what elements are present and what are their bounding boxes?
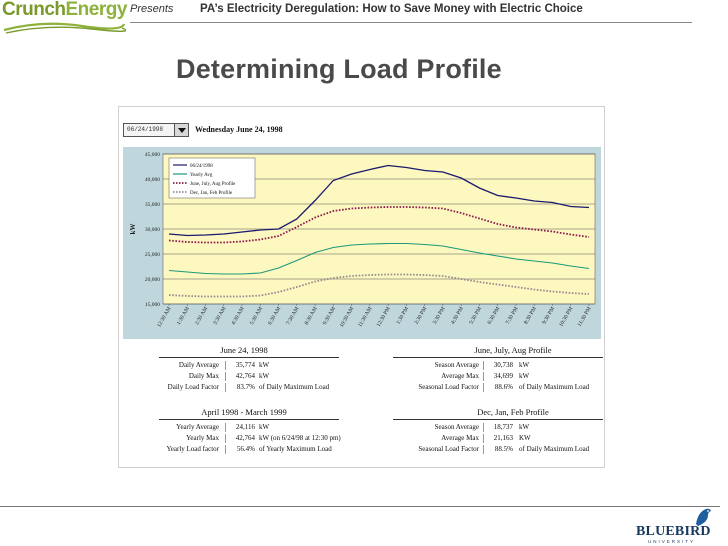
- stats-divider: [393, 357, 603, 358]
- x-tick-label: 1:30 AM: [175, 306, 191, 327]
- stat-cell-border: [483, 434, 484, 443]
- load-profile-screenshot: [118, 106, 605, 468]
- stat-cell-border: [225, 434, 226, 443]
- bluebird-logo: [636, 512, 726, 546]
- stats-panel: [119, 343, 605, 468]
- stat-unit: kW: [259, 372, 270, 380]
- stat-label: Season Average: [434, 423, 479, 431]
- x-tick-label: 6:30 PM: [486, 306, 502, 326]
- x-tick-label: 3:30 PM: [431, 306, 447, 326]
- stat-unit: of Daily Maximum Load: [519, 383, 590, 391]
- stat-label: Daily Load Factor: [167, 383, 219, 391]
- stat-cell-border: [225, 383, 226, 392]
- stat-cell-border: [225, 445, 226, 454]
- presents-label: Presents: [130, 3, 174, 15]
- x-tick-label: 10:30 AM: [338, 306, 356, 329]
- stat-value: 88.6%: [494, 383, 513, 391]
- stat-unit: kW: [519, 361, 530, 369]
- load-chart-svg: [123, 147, 601, 339]
- stat-label: Seasonal Load Factor: [418, 383, 479, 391]
- load-chart: [123, 147, 601, 339]
- stat-label: Yearly Load factor: [166, 445, 219, 453]
- footer-divider: [0, 506, 720, 507]
- x-tick-label: 6:30 AM: [267, 306, 283, 327]
- stat-cell-border: [225, 423, 226, 432]
- legend-label: Dec, Jan, Feb Profile: [190, 190, 233, 196]
- x-tick-label: 2:30 AM: [194, 306, 210, 327]
- stats-divider: [159, 419, 339, 420]
- legend-label: 06/24/1998: [190, 163, 213, 169]
- stat-cell-border: [483, 361, 484, 370]
- x-tick-label: 11:30 AM: [357, 306, 374, 329]
- y-tick-label: 25,000: [144, 252, 160, 258]
- stat-unit: KW: [519, 434, 531, 442]
- logo-part-crunch: Crunch: [2, 0, 66, 20]
- y-tick-label: 45,000: [144, 152, 160, 158]
- x-tick-label: 12:30 PM: [375, 306, 392, 328]
- stat-value: 18,737: [493, 423, 513, 431]
- stat-unit: of Daily Maximum Load: [519, 445, 590, 453]
- x-tick-label: 1:30 PM: [395, 306, 411, 326]
- x-tick-label: 4:30 AM: [230, 306, 246, 327]
- stat-label: Seasonal Load Factor: [418, 445, 479, 453]
- screenshot-toolbar: [119, 107, 605, 147]
- stat-value: 42,764: [235, 372, 255, 380]
- y-tick-label: 40,000: [144, 177, 160, 183]
- stat-label: Season Average: [434, 361, 479, 369]
- date-heading: Wednesday June 24, 1998: [195, 125, 283, 134]
- date-select[interactable]: [123, 123, 189, 137]
- legend-label: June, July, Aug Profile: [190, 181, 236, 187]
- y-tick-label: 20,000: [144, 277, 160, 283]
- date-select-value: 06/24/1998: [127, 126, 164, 133]
- stat-value: 35,774: [235, 361, 255, 369]
- legend-label: Yearly Avg: [190, 172, 213, 178]
- stat-unit: kW: [519, 372, 530, 380]
- stat-unit: of Yearly Maximum Load: [259, 445, 332, 453]
- stat-unit: kW (on 6/24/98 at 12:30 pm): [259, 434, 341, 442]
- stat-label: Daily Average: [178, 361, 219, 369]
- stat-unit: kW: [259, 361, 270, 369]
- stat-label: Daily Max: [188, 372, 219, 380]
- logo-swoosh-icon: [2, 18, 126, 36]
- y-tick-label: 30,000: [144, 227, 160, 233]
- stat-cell-border: [483, 383, 484, 392]
- stats-heading-year: April 1998 - March 1999: [201, 407, 287, 417]
- stats-heading-day: June 24, 1998: [220, 345, 268, 355]
- x-tick-label: 11:30 PM: [576, 306, 593, 328]
- presentation-title: PA’s Electricity Deregulation: How to Save Money with Electric Choice: [200, 3, 583, 15]
- y-tick-label: 15,000: [144, 302, 160, 308]
- stats-heading-winter: Dec, Jan, Feb Profile: [477, 407, 549, 417]
- x-tick-label: 5:30 AM: [248, 306, 265, 327]
- dropdown-arrow-icon[interactable]: [174, 124, 188, 136]
- bluebird-university-label: UNIVERSITY: [648, 539, 696, 544]
- header-divider: [130, 22, 692, 23]
- stat-value: 34,699: [493, 372, 513, 380]
- stat-cell-border: [483, 372, 484, 381]
- stat-unit: of Daily Maximum Load: [259, 383, 330, 391]
- x-tick-label: 8:30 PM: [523, 306, 538, 326]
- crunchenergy-logo: [2, 0, 126, 36]
- x-tick-label: 8:30 AM: [303, 306, 319, 327]
- x-tick-label: 2:30 PM: [413, 306, 429, 326]
- stat-value: 56.4%: [236, 445, 255, 453]
- x-tick-label: 9:30 AM: [322, 306, 338, 327]
- y-axis-title: kW: [129, 223, 137, 235]
- stat-value: 21,163: [493, 434, 513, 442]
- stat-value: 88.5%: [494, 445, 513, 453]
- x-tick-label: 7:30 PM: [504, 306, 520, 326]
- x-tick-label: 3:30 AM: [212, 306, 228, 327]
- stat-value: 30,738: [493, 361, 513, 369]
- stat-value: 24,116: [236, 423, 255, 431]
- x-tick-label: 5:30 PM: [468, 306, 484, 326]
- slide-title: Determining Load Profile: [176, 54, 502, 84]
- stat-cell-border: [225, 361, 226, 370]
- stat-label: Average Max: [441, 434, 479, 442]
- stat-cell-border: [225, 372, 226, 381]
- x-tick-label: 9:30 PM: [541, 306, 557, 326]
- stat-label: Yearly Average: [176, 423, 219, 431]
- bluebird-wordmark: BLUEBIRD: [636, 524, 711, 539]
- logo-wordmark: [2, 0, 126, 20]
- x-tick-label: 7:30 AM: [285, 306, 301, 327]
- stat-cell-border: [483, 423, 484, 432]
- stat-label: Average Max: [441, 372, 479, 380]
- stats-divider: [393, 419, 603, 420]
- stat-cell-border: [483, 445, 484, 454]
- stats-divider: [159, 357, 339, 358]
- stat-value: 42,764: [235, 434, 255, 442]
- stat-label: Yearly Max: [186, 434, 219, 442]
- x-tick-label: 4:30 PM: [450, 306, 465, 326]
- logo-part-energy: Energy: [65, 0, 127, 20]
- stat-unit: kW: [259, 423, 270, 431]
- stat-unit: kW: [519, 423, 530, 431]
- y-tick-label: 35,000: [144, 202, 160, 208]
- stat-value: 83.7%: [236, 383, 255, 391]
- stats-heading-summer: June, July, Aug Profile: [474, 345, 552, 355]
- x-tick-label: 12:30 AM: [156, 306, 173, 329]
- x-tick-label: 10:30 PM: [558, 306, 575, 328]
